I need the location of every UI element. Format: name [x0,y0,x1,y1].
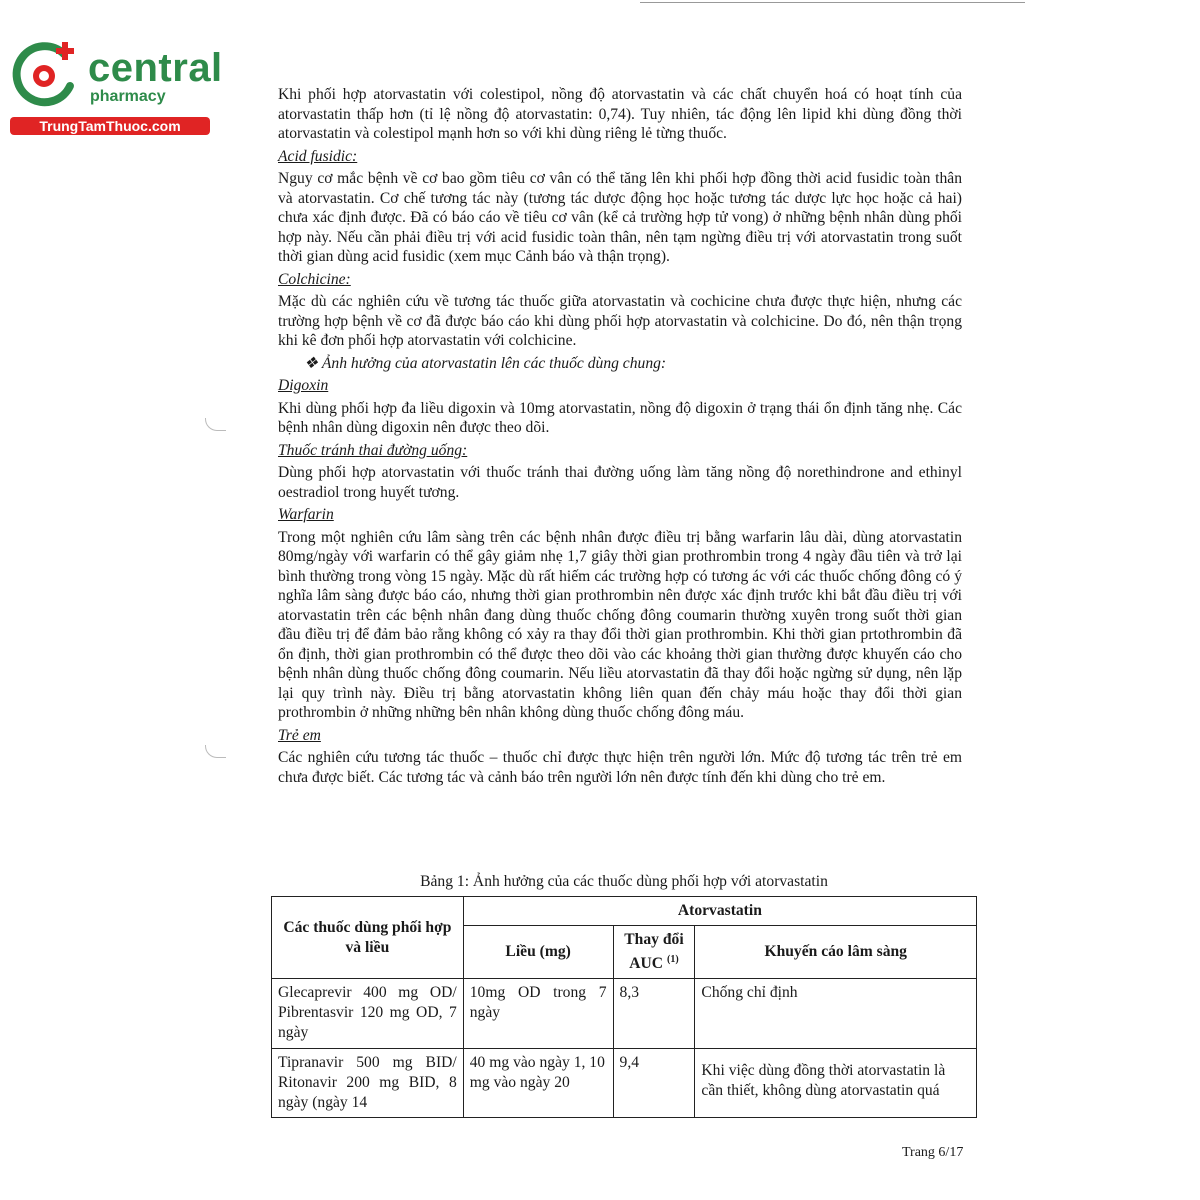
cell-dose: 10mg OD trong 7 ngày [463,979,613,1049]
heading-warfarin: Warfarin [278,506,334,523]
header-auc-footnote: (1) [666,954,679,965]
paragraph-warfarin: Trong một nghiên cứu lâm sàng trên các bệnh nhân được điều trị bằng warfarin lâu dài, dùng atorvastatin 80mg/ngày với warfarin có thể gây giảm nhẹ 1,7 giây thời gian prothrombin trong 4 ngày đầu tiên và trở lại bình thường trong vòng 15 ngày. Mặc dù rất hiếm các trường hợp có tương ác với các thuốc chống đông có ý nghĩa lâm sàng được báo cáo, nhưng thời gian prothrombin nên được xác định trước khi bắt đầu điều trị với atorvastatin trên các bệnh nhân đang dùng thuốc chống đông coumarin thường xuyên trong suốt thời gian đầu điều trị để đảm bảo rằng không có xảy ra thay đổi thời gian prothrombin. Khi thời gian prtothrombin đã ổn định, thời gian prothrombin có thể được theo dõi vào các khoảng thời gian thường được khuyến cáo cho bệnh nhân dùng thuốc chống đông coumarin. Nếu liều atorvastatin đã thay đổi hoặc ngừng sử dụng, nên lặp lại quy trình này. Điều trị bằng atorvastatin không liên quan đến chảy máu hoặc thay đổi thời gian prothrombin ở những những bên nhân không dùng thuốc chống đông máu. [278,528,962,721]
table-header-row [272,897,977,926]
header-auc-label: Thay đổi AUC [624,931,684,973]
heading-children: Trẻ em [278,726,321,744]
cell-drug: Tipranavir 500 mg BID/ Ritonavir 200 mg BID, 8 ngày (ngày 14 [272,1049,464,1118]
logo-brand-sub: pharmacy [90,88,166,105]
header-drug-dose: Các thuốc dùng phối hợp và liều [272,897,464,979]
paragraph-acid-fusidic: Nguy cơ mắc bệnh về cơ bao gồm tiêu cơ vân có thể tăng lên khi phối hợp đồng thời acid fusidic toàn thân và atorvastatin. Cơ chế tương tác này (tương tác dược động học hoặc tương tác dược lực học hoặc cả hai) chưa xác định được. Đã có báo cáo về tiêu cơ vân (kể cả trường hợp tử vong) ở những bệnh nhân dùng phối hợp này. Nếu cần phải điều trị với acid fusidic toàn thân, nên tạm ngừng điều trị với atorvastatin trong suốt thời gian dùng acid fusidic (xem mục Cảnh báo và thận trọng). [278,170,962,265]
cell-auc: 9,4 [613,1049,695,1118]
paragraph-children: Các nghiên cứu tương tác thuốc – thuốc chỉ được thực hiện trên người lớn. Mức độ tương tác trên trẻ em chưa được biết. Các tương tác và cảnh báo trên người lớn nên được tính đến khi dùng cho trẻ em. [278,749,962,786]
cell-recommendation: Chống chỉ định [695,979,977,1049]
heading-acid-fusidic: Acid fusidic: [278,147,358,165]
paragraph-colchicine: Mặc dù các nghiên cứu về tương tác thuốc giữa atorvastatin và cochicine chưa được thực hiện, nhưng các trường hợp bệnh về cơ đã được báo cáo khi dùng phối hợp atorvastatin và colchicine. Do đó, nên thận trọng khi kê đơn phối hợp atorvastatin với colchicine. [278,293,962,349]
logo-brand-name: central [88,46,223,90]
page-number: Trang 6/17 [902,1145,964,1160]
logo-website-link[interactable]: TrungTamThuoc.com [10,117,210,135]
cell-auc: 8,3 [613,979,695,1049]
bullet-heading-effects: ❖ Ảnh hưởng của atorvastatin lên các thuốc dùng chung: [304,354,667,372]
heading-colchicine: Colchicine: [278,270,351,288]
document-body [278,85,962,787]
header-clinical-recommendation: Khuyến cáo lâm sàng [695,926,977,979]
interaction-table [271,896,977,1118]
header-dose-mg: Liều (mg) [463,926,613,979]
pharmacy-logo[interactable] [10,38,223,138]
paragraph-digoxin: Khi dùng phối hợp đa liều digoxin và 10mg atorvastatin, nồng độ digoxin ở trạng thái ổn định tăng nhẹ. Các bệnh nhân dùng digoxin nên được theo dõi. [278,399,962,436]
paragraph-colestipol: Khi phối hợp atorvastatin với colestipol, nồng độ atorvastatin và các chất chuyển hoá có hoạt tính của atorvastatin thấp hơn (tỉ lệ nồng độ atorvastatin: 0,74). Tuy nhiên, tác động lên lipid khi dùng đồng thời atorvastatin và colestipol mạnh hơn so với khi dùng riêng lẻ từng thuốc. [278,86,962,142]
scan-margin-mark [205,745,226,758]
header-auc-change [613,926,695,979]
heading-digoxin: Digoxin [278,377,329,394]
table-row [272,979,977,1049]
cell-drug: Glecaprevir 400 mg OD/ Pibrentasvir 120 mg OD, 7 ngày [272,979,464,1049]
scan-margin-mark [205,418,226,431]
logo-mark-icon [10,38,86,114]
table-caption: Bảng 1: Ảnh hưởng của các thuốc dùng phối hợp với atorvastatin [420,873,828,890]
paragraph-oral-contraceptives: Dùng phối hợp atorvastatin với thuốc tránh thai đường uống làm tăng nồng độ norethindrone and ethinyl oestradiol trong huyết tương. [278,464,962,501]
heading-oral-contraceptives: Thuốc tránh thai đường uống: [278,441,468,459]
cell-recommendation: Khi việc dùng đồng thời atorvastatin là cần thiết, không dùng atorvastatin quá [695,1049,977,1118]
top-border-line [640,2,1025,3]
table-row [272,1049,977,1118]
cell-dose: 40 mg vào ngày 1, 10 mg vào ngày 20 [463,1049,613,1118]
header-atorvastatin-group: Atorvastatin [463,897,976,926]
